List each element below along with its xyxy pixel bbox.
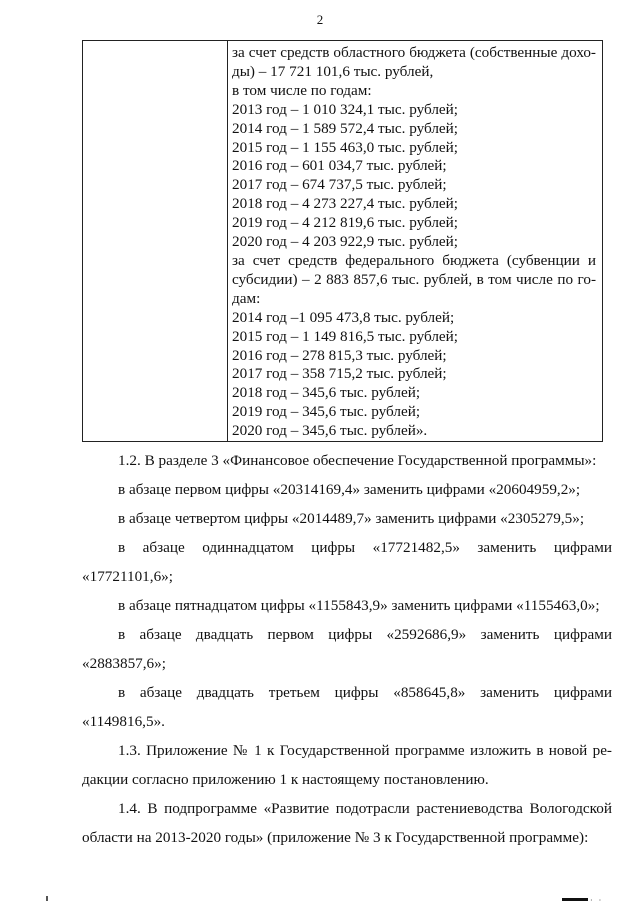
page-number: 2 (316, 12, 324, 27)
table-line: 2015 год – 1 155 463,0 тыс. рублей; (232, 138, 459, 156)
scan-footer-mark (562, 898, 588, 901)
paragraph: в абзаце пятнадцатом цифры «1155843,9» заменить цифрами «1155463,0»; (118, 597, 600, 614)
table-line: 2014 год –1 095 473,8 тыс. рублей; (232, 308, 455, 326)
table-line: в том числе по годам: (232, 81, 372, 99)
budget-table (82, 40, 603, 442)
paragraph: в абзаце одиннадцатом цифры «17721482,5» заменить цифрами (118, 539, 612, 556)
table-line: за счет средств федерального бюджета (субвенции и (232, 251, 596, 269)
table-right-cell (228, 41, 603, 442)
paragraph: области на 2013-2020 годы» (приложение № 3 к Государственной программе): (82, 829, 589, 846)
document-body (82, 446, 612, 852)
table-line: 2019 год – 4 212 819,6 тыс. рублей; (232, 214, 459, 232)
table-line: субсидии) – 2 883 857,6 тыс. рублей, в том числе по го- (232, 270, 596, 288)
table-line: 2020 год – 345,6 тыс. рублей». (232, 422, 428, 440)
paragraph: дакции согласно приложению 1 к настоящему постановлению. (82, 771, 489, 788)
table-left-cell (83, 41, 228, 442)
paragraph: в абзаце первом цифры «20314169,4» заменить цифрами «20604959,2»; (118, 481, 581, 498)
table-line: за счет средств областного бюджета (собственные дохо- (232, 44, 596, 61)
table-line: 2018 год – 4 273 227,4 тыс. рублей; (232, 195, 459, 213)
table-line: 2013 год – 1 010 324,1 тыс. рублей; (232, 100, 459, 118)
paragraph: «2883857,6»; (82, 655, 166, 672)
scan-footer-dots: · · (590, 896, 604, 905)
table-line: 2020 год – 4 203 922,9 тыс. рублей; (232, 233, 459, 251)
paragraph: «1149816,5». (82, 713, 165, 730)
table-line: 2014 год – 1 589 572,4 тыс. рублей; (232, 119, 459, 137)
table-line: 2017 год – 674 737,5 тыс. рублей; (232, 176, 447, 194)
scan-margin-mark (46, 896, 48, 901)
paragraph: в абзаце четвертом цифры «2014489,7» заменить цифрами «2305279,5»; (118, 510, 585, 527)
table-line: 2017 год – 358 715,2 тыс. рублей; (232, 365, 447, 383)
paragraph: «17721101,6»; (82, 568, 173, 585)
paragraph: 1.2. В разделе 3 «Финансовое обеспечение Государственной программы»: (118, 452, 597, 469)
table-line: 2016 год – 278 815,3 тыс. рублей; (232, 346, 447, 364)
table-line: дам: (232, 289, 261, 307)
table-line: 2016 год – 601 034,7 тыс. рублей; (232, 157, 447, 175)
table-line: 2015 год – 1 149 816,5 тыс. рублей; (232, 327, 459, 345)
table-line: 2019 год – 345,6 тыс. рублей; (232, 403, 421, 421)
paragraph: 1.3. Приложение № 1 к Государственной программе изложить в новой ре- (118, 742, 612, 759)
paragraph: 1.4. В подпрограмме «Развитие подотрасли растениеводства Вологодской (118, 800, 612, 817)
table-line: ды) – 17 721 101,6 тыс. рублей, (232, 62, 434, 80)
table-line: 2018 год – 345,6 тыс. рублей; (232, 384, 421, 402)
paragraph: в абзаце двадцать третьем цифры «858645,8» заменить цифрами (118, 684, 612, 701)
paragraph: в абзаце двадцать первом цифры «2592686,9» заменить цифрами (118, 626, 612, 643)
